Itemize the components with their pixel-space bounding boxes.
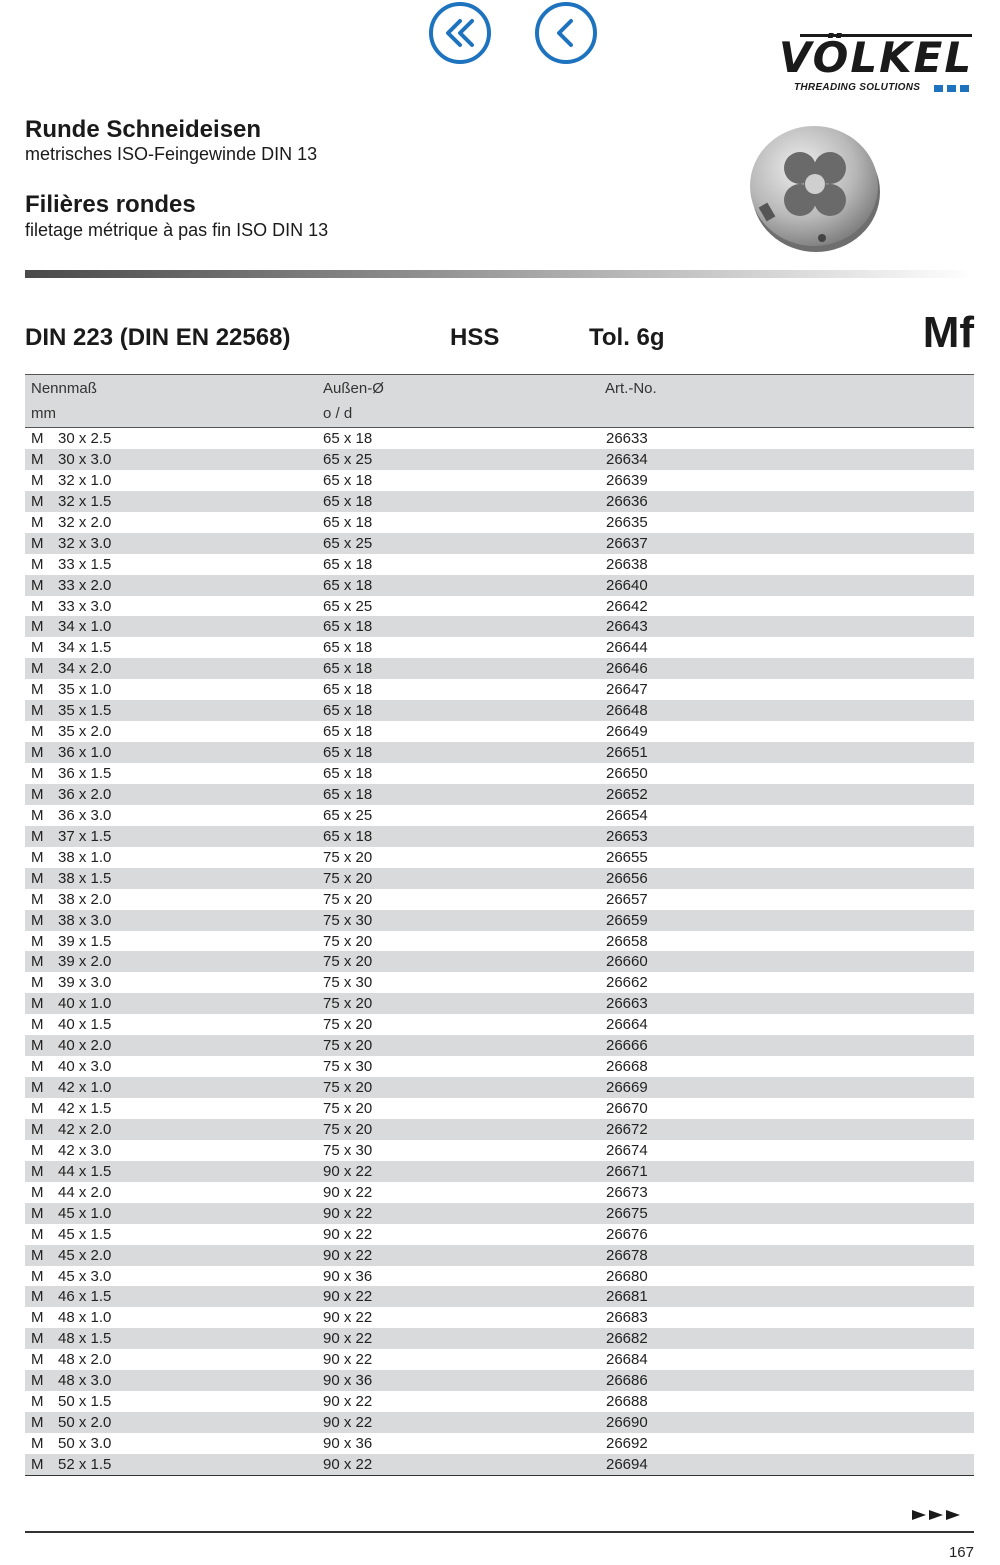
header-divider xyxy=(25,270,975,278)
row-size: 42 x 3.0 xyxy=(58,1141,112,1159)
row-size: 44 x 2.0 xyxy=(58,1183,112,1201)
row-outer-diameter: 90 x 22 xyxy=(323,1455,373,1473)
row-art-no: 26683 xyxy=(606,1309,648,1327)
row-size: 42 x 1.0 xyxy=(58,1079,112,1097)
row-art-no: 26663 xyxy=(606,995,648,1013)
table-row xyxy=(25,596,974,617)
row-art-no: 26674 xyxy=(606,1141,648,1159)
row-size: 48 x 1.0 xyxy=(58,1309,112,1327)
row-prefix: M xyxy=(31,1351,44,1369)
row-size: 40 x 2.0 xyxy=(58,1037,112,1055)
row-prefix: M xyxy=(31,995,44,1013)
row-prefix: M xyxy=(31,1037,44,1055)
table-row xyxy=(25,533,974,554)
row-outer-diameter: 65 x 18 xyxy=(323,639,373,657)
row-art-no: 26662 xyxy=(606,974,648,992)
spec-code: Mf xyxy=(922,308,974,357)
row-outer-diameter: 75 x 20 xyxy=(323,1100,373,1117)
row-art-no: 26635 xyxy=(606,513,648,531)
table-row xyxy=(25,1224,974,1245)
header-size: Nennmaß xyxy=(31,380,97,397)
row-outer-diameter: 65 x 18 xyxy=(323,430,373,447)
table-row xyxy=(25,1077,974,1098)
table-row xyxy=(25,742,974,763)
table-row xyxy=(25,826,974,847)
row-outer-diameter: 90 x 22 xyxy=(323,1351,373,1369)
row-prefix: M xyxy=(31,1016,44,1034)
arrow-right-icon xyxy=(912,1510,926,1520)
row-prefix: M xyxy=(31,1393,44,1411)
row-size: 45 x 1.5 xyxy=(58,1225,112,1243)
row-size: 36 x 2.0 xyxy=(58,785,112,803)
row-prefix: M xyxy=(31,1414,44,1432)
table-row xyxy=(25,1098,974,1119)
table-row xyxy=(25,1182,974,1203)
table-row xyxy=(25,910,974,931)
row-size: 32 x 2.0 xyxy=(58,513,112,531)
table-row xyxy=(25,512,974,533)
nav-prev-button[interactable] xyxy=(535,2,597,64)
row-outer-diameter: 65 x 18 xyxy=(323,785,373,803)
spec-tolerance: Tol. 6g xyxy=(589,324,665,351)
row-prefix: M xyxy=(31,806,44,824)
row-size: 38 x 3.0 xyxy=(58,911,112,929)
row-outer-diameter: 65 x 18 xyxy=(323,744,373,762)
row-outer-diameter: 90 x 22 xyxy=(323,1309,373,1327)
row-art-no: 26670 xyxy=(606,1100,648,1117)
row-art-no: 26639 xyxy=(606,471,648,489)
table-row xyxy=(25,1412,974,1433)
row-art-no: 26676 xyxy=(606,1225,648,1243)
row-outer-diameter: 75 x 20 xyxy=(323,1037,373,1055)
row-art-no: 26673 xyxy=(606,1183,648,1201)
row-art-no: 26660 xyxy=(606,953,648,971)
row-size: 39 x 3.0 xyxy=(58,974,112,992)
row-art-no: 26653 xyxy=(606,827,648,845)
row-prefix: M xyxy=(31,1120,44,1138)
row-prefix: M xyxy=(31,471,44,489)
row-art-no: 26682 xyxy=(606,1330,648,1348)
row-outer-diameter: 65 x 25 xyxy=(323,534,373,552)
row-size: 35 x 1.0 xyxy=(58,681,112,699)
row-outer-diameter: 65 x 25 xyxy=(323,450,373,468)
row-prefix: M xyxy=(31,848,44,866)
row-prefix: M xyxy=(31,1330,44,1348)
row-outer-diameter: 90 x 36 xyxy=(323,1267,373,1285)
row-outer-diameter: 75 x 20 xyxy=(323,953,373,971)
row-prefix: M xyxy=(31,1455,44,1473)
row-size: 50 x 2.0 xyxy=(58,1414,112,1432)
page-title-de: Runde Schneideisen xyxy=(25,116,262,143)
row-art-no: 26651 xyxy=(606,744,648,762)
row-art-no: 26686 xyxy=(606,1372,648,1390)
row-prefix: M xyxy=(31,576,44,594)
table-row xyxy=(25,931,974,952)
table-row xyxy=(25,470,974,491)
row-outer-diameter: 90 x 22 xyxy=(323,1330,373,1348)
round-die-image xyxy=(748,120,884,256)
row-outer-diameter: 90 x 22 xyxy=(323,1393,373,1411)
table-row xyxy=(25,763,974,784)
row-art-no: 26650 xyxy=(606,765,648,782)
row-size: 32 x 1.5 xyxy=(58,492,112,510)
table-row xyxy=(25,679,974,700)
row-prefix: M xyxy=(31,869,44,887)
table-row xyxy=(25,972,974,993)
row-size: 36 x 1.5 xyxy=(58,765,112,782)
row-outer-diameter: 65 x 18 xyxy=(323,618,373,636)
row-outer-diameter: 75 x 20 xyxy=(323,1079,373,1097)
row-outer-diameter: 65 x 18 xyxy=(323,827,373,845)
table-row xyxy=(25,1203,974,1224)
row-art-no: 26637 xyxy=(606,534,648,552)
page-title-fr: Filières rondes xyxy=(25,191,196,218)
row-art-no: 26654 xyxy=(606,806,648,824)
row-prefix: M xyxy=(31,702,44,720)
row-art-no: 26636 xyxy=(606,492,648,510)
row-size: 36 x 1.0 xyxy=(58,744,112,762)
row-prefix: M xyxy=(31,1058,44,1076)
row-size: 45 x 3.0 xyxy=(58,1267,112,1285)
row-prefix: M xyxy=(31,597,44,615)
table-row xyxy=(25,993,974,1014)
row-prefix: M xyxy=(31,1225,44,1243)
row-art-no: 26690 xyxy=(606,1414,648,1432)
row-size: 50 x 1.5 xyxy=(58,1393,112,1411)
row-art-no: 26664 xyxy=(606,1016,648,1034)
row-prefix: M xyxy=(31,1162,44,1180)
table-row xyxy=(25,1433,974,1454)
row-art-no: 26692 xyxy=(606,1435,648,1452)
row-art-no: 26668 xyxy=(606,1058,648,1076)
table-header xyxy=(25,374,974,428)
row-size: 40 x 3.0 xyxy=(58,1058,112,1076)
row-art-no: 26675 xyxy=(606,1204,648,1222)
row-prefix: M xyxy=(31,639,44,657)
row-art-no: 26643 xyxy=(606,618,648,636)
page-number: 167 xyxy=(948,1544,974,1561)
row-art-no: 26642 xyxy=(606,597,648,615)
footer-divider xyxy=(25,1531,974,1533)
row-art-no: 26633 xyxy=(606,430,648,447)
row-size: 42 x 1.5 xyxy=(58,1100,112,1117)
row-art-no: 26659 xyxy=(606,911,648,929)
row-size: 38 x 2.0 xyxy=(58,890,112,908)
table-row xyxy=(25,889,974,910)
row-prefix: M xyxy=(31,1372,44,1390)
row-prefix: M xyxy=(31,974,44,992)
table-row xyxy=(25,1035,974,1056)
row-outer-diameter: 90 x 22 xyxy=(323,1162,373,1180)
row-art-no: 26657 xyxy=(606,890,648,908)
row-prefix: M xyxy=(31,1183,44,1201)
row-prefix: M xyxy=(31,932,44,950)
row-size: 38 x 1.5 xyxy=(58,869,112,887)
row-size: 39 x 1.5 xyxy=(58,932,112,950)
table-row xyxy=(25,658,974,679)
row-outer-diameter: 75 x 20 xyxy=(323,848,373,866)
page-subtitle-de: metrisches ISO-Feingewinde DIN 13 xyxy=(25,144,318,164)
row-outer-diameter: 65 x 18 xyxy=(323,660,373,678)
row-prefix: M xyxy=(31,534,44,552)
row-size: 52 x 1.5 xyxy=(58,1455,112,1473)
table-row xyxy=(25,449,974,470)
table-row xyxy=(25,951,974,972)
row-art-no: 26672 xyxy=(606,1120,648,1138)
row-outer-diameter: 65 x 18 xyxy=(323,471,373,489)
row-art-no: 26640 xyxy=(606,576,648,594)
row-prefix: M xyxy=(31,618,44,636)
row-size: 48 x 3.0 xyxy=(58,1372,112,1390)
table-row xyxy=(25,554,974,575)
row-art-no: 26638 xyxy=(606,555,648,573)
row-prefix: M xyxy=(31,1141,44,1159)
row-prefix: M xyxy=(31,785,44,803)
row-outer-diameter: 75 x 30 xyxy=(323,911,373,929)
row-prefix: M xyxy=(31,1079,44,1097)
row-prefix: M xyxy=(31,513,44,531)
row-art-no: 26634 xyxy=(606,450,648,468)
brand-tagline: THREADING SOLUTIONS xyxy=(794,82,921,93)
row-outer-diameter: 75 x 30 xyxy=(323,974,373,992)
row-outer-diameter: 75 x 30 xyxy=(323,1058,373,1076)
row-prefix: M xyxy=(31,890,44,908)
table-row xyxy=(25,847,974,868)
table-row xyxy=(25,1391,974,1412)
row-outer-diameter: 65 x 18 xyxy=(323,576,373,594)
arrow-right-icon xyxy=(946,1510,960,1520)
row-size: 42 x 2.0 xyxy=(58,1120,112,1138)
table-row xyxy=(25,616,974,637)
table-row xyxy=(25,1328,974,1349)
row-size: 36 x 3.0 xyxy=(58,806,112,824)
header-outer-unit: o / d xyxy=(323,405,353,422)
row-outer-diameter: 75 x 20 xyxy=(323,1016,373,1034)
chevron-left-icon xyxy=(548,15,584,51)
table-row xyxy=(25,1140,974,1161)
table-row xyxy=(25,575,974,596)
row-size: 34 x 2.0 xyxy=(58,660,112,678)
row-prefix: M xyxy=(31,827,44,845)
row-size: 48 x 1.5 xyxy=(58,1330,112,1348)
table-row xyxy=(25,1266,974,1287)
row-size: 35 x 2.0 xyxy=(58,723,112,741)
row-size: 40 x 1.0 xyxy=(58,995,112,1013)
row-art-no: 26652 xyxy=(606,785,648,803)
row-outer-diameter: 65 x 18 xyxy=(323,765,373,782)
row-prefix: M xyxy=(31,1204,44,1222)
row-size: 32 x 3.0 xyxy=(58,534,112,552)
table-row xyxy=(25,721,974,742)
next-page-button[interactable] xyxy=(912,1510,960,1520)
row-art-no: 26644 xyxy=(606,639,648,657)
row-art-no: 26684 xyxy=(606,1351,648,1369)
row-outer-diameter: 90 x 36 xyxy=(323,1372,373,1390)
arrow-right-icon xyxy=(929,1510,943,1520)
row-size: 30 x 3.0 xyxy=(58,450,112,468)
row-outer-diameter: 90 x 22 xyxy=(323,1204,373,1222)
row-outer-diameter: 75 x 20 xyxy=(323,1120,373,1138)
header-art: Art.-No. xyxy=(605,380,657,397)
table-row xyxy=(25,784,974,805)
row-prefix: M xyxy=(31,911,44,929)
table-row xyxy=(25,1370,974,1391)
row-art-no: 26649 xyxy=(606,723,648,741)
row-prefix: M xyxy=(31,1267,44,1285)
row-prefix: M xyxy=(31,744,44,762)
table-row xyxy=(25,700,974,721)
row-outer-diameter: 75 x 30 xyxy=(323,1141,373,1159)
row-prefix: M xyxy=(31,1309,44,1327)
row-art-no: 26671 xyxy=(606,1162,648,1180)
row-prefix: M xyxy=(31,1246,44,1264)
row-art-no: 26680 xyxy=(606,1267,648,1285)
table-row xyxy=(25,868,974,889)
row-prefix: M xyxy=(31,1435,44,1452)
row-prefix: M xyxy=(31,681,44,699)
row-outer-diameter: 65 x 25 xyxy=(323,806,373,824)
brand-name: VÖLKEL xyxy=(778,33,974,82)
row-art-no: 26669 xyxy=(606,1079,648,1097)
nav-first-button[interactable] xyxy=(429,2,491,64)
header-size-unit: mm xyxy=(31,405,56,422)
row-outer-diameter: 75 x 20 xyxy=(323,869,373,887)
row-prefix: M xyxy=(31,430,44,447)
row-size: 44 x 1.5 xyxy=(58,1162,112,1180)
row-art-no: 26656 xyxy=(606,869,648,887)
table-row xyxy=(25,428,974,449)
row-prefix: M xyxy=(31,1100,44,1117)
row-prefix: M xyxy=(31,723,44,741)
table-row xyxy=(25,637,974,658)
row-size: 39 x 2.0 xyxy=(58,953,112,971)
spec-standard: DIN 223 (DIN EN 22568) xyxy=(25,324,291,351)
row-art-no: 26681 xyxy=(606,1288,648,1306)
row-prefix: M xyxy=(31,765,44,782)
row-art-no: 26646 xyxy=(606,660,648,678)
row-outer-diameter: 90 x 22 xyxy=(323,1225,373,1243)
row-size: 32 x 1.0 xyxy=(58,471,112,489)
row-prefix: M xyxy=(31,953,44,971)
row-size: 30 x 2.5 xyxy=(58,430,112,447)
row-prefix: M xyxy=(31,450,44,468)
brand-logo xyxy=(778,30,974,96)
table-row xyxy=(25,1161,974,1182)
table-row xyxy=(25,1454,974,1475)
row-size: 38 x 1.0 xyxy=(58,848,112,866)
row-art-no: 26688 xyxy=(606,1393,648,1411)
row-size: 35 x 1.5 xyxy=(58,702,112,720)
row-art-no: 26648 xyxy=(606,702,648,720)
table-row xyxy=(25,1349,974,1370)
double-chevron-left-icon xyxy=(442,15,478,51)
row-size: 37 x 1.5 xyxy=(58,827,112,845)
row-art-no: 26647 xyxy=(606,681,648,699)
row-size: 33 x 1.5 xyxy=(58,555,112,573)
table-row xyxy=(25,1286,974,1307)
row-art-no: 26678 xyxy=(606,1246,648,1264)
row-outer-diameter: 90 x 22 xyxy=(323,1414,373,1432)
table-row xyxy=(25,805,974,826)
table-row xyxy=(25,1119,974,1140)
row-size: 33 x 2.0 xyxy=(58,576,112,594)
table-row xyxy=(25,491,974,512)
row-outer-diameter: 65 x 25 xyxy=(323,597,373,615)
logo-dots xyxy=(934,85,969,92)
product-table xyxy=(25,374,974,1476)
row-size: 34 x 1.0 xyxy=(58,618,112,636)
row-size: 40 x 1.5 xyxy=(58,1016,112,1034)
row-size: 34 x 1.5 xyxy=(58,639,112,657)
table-body xyxy=(25,428,974,1476)
row-outer-diameter: 65 x 18 xyxy=(323,555,373,573)
row-size: 45 x 1.0 xyxy=(58,1204,112,1222)
row-art-no: 26666 xyxy=(606,1037,648,1055)
row-outer-diameter: 90 x 36 xyxy=(323,1435,373,1452)
row-size: 45 x 2.0 xyxy=(58,1246,112,1264)
row-prefix: M xyxy=(31,555,44,573)
row-outer-diameter: 65 x 18 xyxy=(323,681,373,699)
table-row xyxy=(25,1014,974,1035)
row-outer-diameter: 75 x 20 xyxy=(323,890,373,908)
row-art-no: 26658 xyxy=(606,932,648,950)
row-outer-diameter: 65 x 18 xyxy=(323,702,373,720)
row-outer-diameter: 75 x 20 xyxy=(323,995,373,1013)
row-art-no: 26655 xyxy=(606,848,648,866)
table-row xyxy=(25,1056,974,1077)
spec-material: HSS xyxy=(450,324,500,351)
row-outer-diameter: 65 x 18 xyxy=(323,492,373,510)
row-outer-diameter: 65 x 18 xyxy=(323,513,373,531)
row-outer-diameter: 65 x 18 xyxy=(323,723,373,741)
row-prefix: M xyxy=(31,660,44,678)
row-outer-diameter: 90 x 22 xyxy=(323,1183,373,1201)
header-outer: Außen-Ø xyxy=(323,380,384,397)
row-outer-diameter: 75 x 20 xyxy=(323,932,373,950)
row-prefix: M xyxy=(31,492,44,510)
table-row xyxy=(25,1307,974,1328)
row-outer-diameter: 90 x 22 xyxy=(323,1246,373,1264)
row-prefix: M xyxy=(31,1288,44,1306)
row-size: 50 x 3.0 xyxy=(58,1435,112,1452)
row-size: 46 x 1.5 xyxy=(58,1288,112,1306)
row-outer-diameter: 90 x 22 xyxy=(323,1288,373,1306)
page-subtitle-fr: filetage métrique à pas fin ISO DIN 13 xyxy=(25,220,329,240)
table-row xyxy=(25,1245,974,1266)
row-size: 48 x 2.0 xyxy=(58,1351,112,1369)
row-art-no: 26694 xyxy=(606,1455,648,1473)
row-size: 33 x 3.0 xyxy=(58,597,112,615)
